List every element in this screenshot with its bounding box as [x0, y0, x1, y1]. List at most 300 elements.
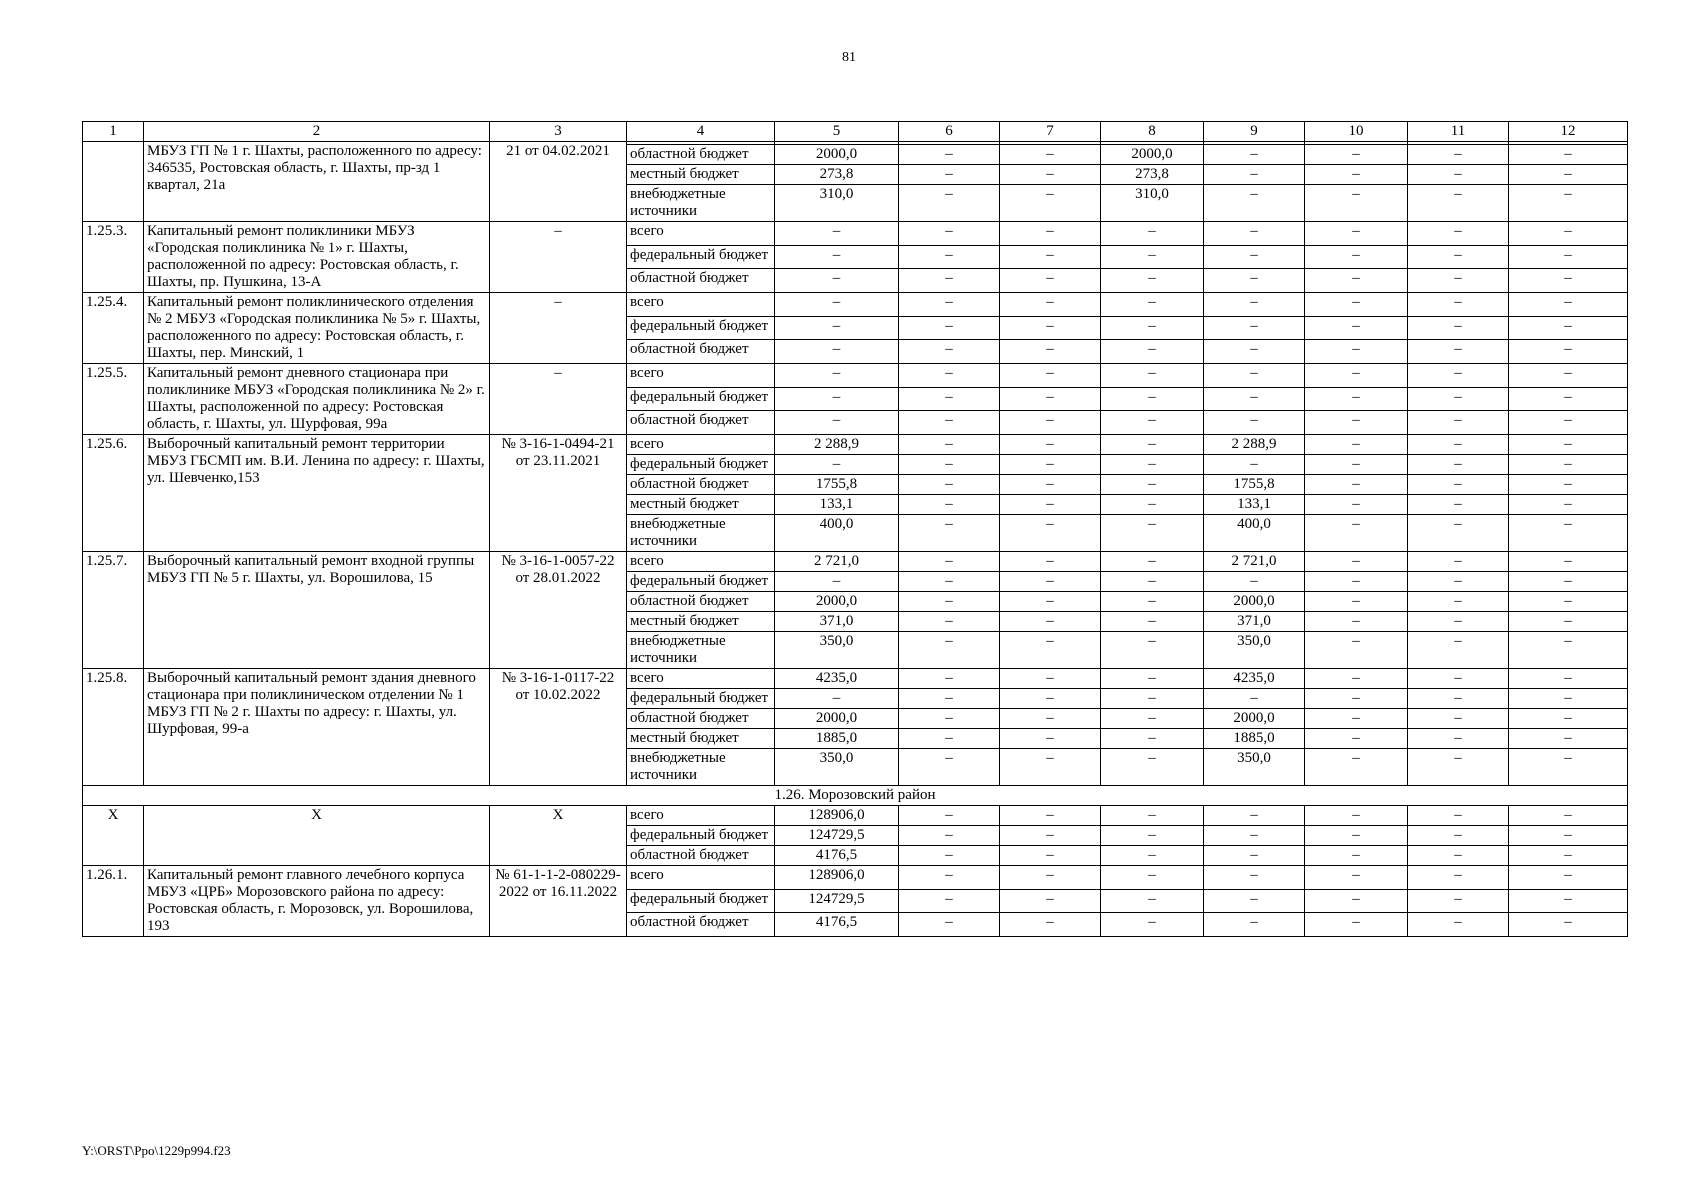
value-cell: – — [1101, 689, 1204, 709]
value-cell: – — [899, 552, 1000, 572]
value-cell: – — [1000, 749, 1101, 786]
value-cell: – — [1101, 806, 1204, 826]
value-cell: 400,0 — [1204, 515, 1305, 552]
table-row — [83, 552, 1628, 572]
value-cell: 133,1 — [775, 495, 899, 515]
value-cell: – — [1101, 293, 1204, 317]
funding-source: всего — [627, 552, 775, 572]
value-cell: – — [1204, 222, 1305, 246]
value-cell: – — [1305, 185, 1408, 222]
value-cell: 2000,0 — [775, 145, 899, 165]
value-cell: – — [1000, 340, 1101, 364]
funding-source: всего — [627, 222, 775, 246]
funding-source: федеральный бюджет — [627, 316, 775, 340]
table-row — [83, 364, 1628, 388]
column-header: 3 — [490, 122, 627, 142]
value-cell: – — [1509, 340, 1628, 364]
value-cell: – — [1509, 245, 1628, 269]
value-cell: – — [1509, 572, 1628, 592]
value-cell: – — [1408, 572, 1509, 592]
value-cell: – — [1101, 387, 1204, 411]
funding-source: внебюджетные источники — [627, 749, 775, 786]
value-cell: – — [899, 709, 1000, 729]
funding-source: федеральный бюджет — [627, 889, 775, 913]
value-cell: 1885,0 — [1204, 729, 1305, 749]
value-cell: – — [1101, 245, 1204, 269]
item-document: – — [490, 222, 627, 293]
value-cell: – — [899, 475, 1000, 495]
value-cell: – — [1408, 387, 1509, 411]
item-name: Капитальный ремонт дневного стационара при поликлинике МБУЗ «Городская поликлиника № 2» г. Шахты, расположенной по адресу: Ростовская область, г. Шахты, ул. Шурфовая, 99а — [144, 364, 490, 435]
funding-source: внебюджетные источники — [627, 185, 775, 222]
value-cell: 2 288,9 — [1204, 435, 1305, 455]
value-cell: – — [899, 889, 1000, 913]
value-cell: – — [1101, 729, 1204, 749]
item-number: 1.25.4. — [83, 293, 144, 364]
value-cell: – — [1101, 316, 1204, 340]
value-cell: – — [1000, 515, 1101, 552]
value-cell: – — [1305, 293, 1408, 317]
item-number: 1.25.8. — [83, 669, 144, 786]
value-cell: – — [1101, 340, 1204, 364]
value-cell: 350,0 — [1204, 632, 1305, 669]
funding-source: всего — [627, 435, 775, 455]
value-cell: – — [1408, 515, 1509, 552]
value-cell: – — [1000, 806, 1101, 826]
value-cell: – — [1305, 572, 1408, 592]
value-cell: – — [1204, 866, 1305, 890]
value-cell: – — [775, 269, 899, 293]
item-document: 21 от 04.02.2021 — [490, 142, 627, 222]
value-cell: – — [1509, 632, 1628, 669]
value-cell: – — [1101, 495, 1204, 515]
item-number — [83, 142, 144, 222]
value-cell: 2000,0 — [1101, 145, 1204, 165]
value-cell: 1755,8 — [775, 475, 899, 495]
value-cell: – — [1509, 364, 1628, 388]
value-cell: 1755,8 — [1204, 475, 1305, 495]
value-cell: – — [1000, 185, 1101, 222]
budget-table — [82, 121, 1628, 937]
value-cell: – — [1305, 889, 1408, 913]
value-cell: – — [775, 316, 899, 340]
funding-source: всего — [627, 866, 775, 890]
value-cell: – — [1101, 889, 1204, 913]
funding-source: областной бюджет — [627, 846, 775, 866]
value-cell: – — [899, 185, 1000, 222]
value-cell: – — [1408, 185, 1509, 222]
value-cell: – — [1204, 846, 1305, 866]
value-cell: – — [899, 689, 1000, 709]
funding-source: федеральный бюджет — [627, 245, 775, 269]
value-cell: – — [899, 364, 1000, 388]
value-cell: 128906,0 — [775, 866, 899, 890]
value-cell: – — [1000, 145, 1101, 165]
value-cell: – — [1408, 612, 1509, 632]
value-cell: – — [1305, 495, 1408, 515]
value-cell: – — [899, 846, 1000, 866]
value-cell: – — [1101, 612, 1204, 632]
value-cell: – — [1408, 866, 1509, 890]
value-cell: – — [1305, 612, 1408, 632]
value-cell: – — [1509, 669, 1628, 689]
value-cell: – — [1408, 689, 1509, 709]
funding-source: всего — [627, 669, 775, 689]
value-cell: – — [1509, 435, 1628, 455]
value-cell: – — [1305, 669, 1408, 689]
value-cell: – — [1408, 552, 1509, 572]
value-cell: – — [1305, 552, 1408, 572]
value-cell: – — [1101, 222, 1204, 246]
value-cell: – — [775, 364, 899, 388]
value-cell: – — [1101, 709, 1204, 729]
item-document: № 3-16-1-0494-21 от 23.11.2021 — [490, 435, 627, 552]
value-cell: – — [1000, 889, 1101, 913]
table-row — [83, 222, 1628, 246]
value-cell: – — [1509, 709, 1628, 729]
value-cell: – — [1204, 165, 1305, 185]
value-cell: – — [1305, 245, 1408, 269]
value-cell: – — [775, 411, 899, 435]
value-cell: 2 721,0 — [1204, 552, 1305, 572]
value-cell: – — [899, 245, 1000, 269]
funding-source: местный бюджет — [627, 165, 775, 185]
item-number: 1.26.1. — [83, 866, 144, 937]
value-cell: – — [1408, 455, 1509, 475]
value-cell: – — [1509, 846, 1628, 866]
value-cell: – — [899, 515, 1000, 552]
value-cell: – — [1408, 495, 1509, 515]
value-cell: – — [899, 866, 1000, 890]
value-cell: – — [1000, 729, 1101, 749]
value-cell: – — [1509, 729, 1628, 749]
value-cell: 128906,0 — [775, 806, 899, 826]
item-name: Х — [144, 806, 490, 866]
value-cell: – — [1101, 669, 1204, 689]
value-cell: – — [1204, 889, 1305, 913]
funding-source: областной бюджет — [627, 709, 775, 729]
value-cell: – — [1408, 245, 1509, 269]
value-cell: – — [1408, 364, 1509, 388]
value-cell: – — [775, 222, 899, 246]
value-cell: – — [1000, 846, 1101, 866]
value-cell: – — [899, 592, 1000, 612]
value-cell: – — [1204, 387, 1305, 411]
value-cell: – — [1204, 913, 1305, 937]
value-cell: – — [1000, 293, 1101, 317]
value-cell: – — [1204, 826, 1305, 846]
value-cell: – — [1509, 806, 1628, 826]
value-cell: – — [1305, 364, 1408, 388]
funding-source: областной бюджет — [627, 269, 775, 293]
column-header: 1 — [83, 122, 144, 142]
value-cell: – — [1000, 689, 1101, 709]
value-cell: 2000,0 — [1204, 709, 1305, 729]
value-cell: – — [1204, 455, 1305, 475]
value-cell: 273,8 — [1101, 165, 1204, 185]
value-cell: – — [1305, 515, 1408, 552]
item-name: Капитальный ремонт поликлиники МБУЗ «Городская поликлиника № 1» г. Шахты, расположенной по адресу: Ростовская область, г. Шахты, пр. Пушкина, 13-А — [144, 222, 490, 293]
value-cell: – — [1204, 572, 1305, 592]
value-cell: – — [1509, 866, 1628, 890]
value-cell: – — [775, 572, 899, 592]
value-cell: – — [1101, 455, 1204, 475]
value-cell: 400,0 — [775, 515, 899, 552]
funding-source: областной бюджет — [627, 475, 775, 495]
value-cell: – — [1305, 455, 1408, 475]
value-cell: 350,0 — [1204, 749, 1305, 786]
value-cell: – — [1101, 411, 1204, 435]
value-cell: – — [775, 293, 899, 317]
value-cell: – — [1000, 455, 1101, 475]
value-cell: – — [1000, 475, 1101, 495]
funding-source: федеральный бюджет — [627, 455, 775, 475]
value-cell: – — [1305, 145, 1408, 165]
funding-source: местный бюджет — [627, 729, 775, 749]
value-cell: – — [1408, 632, 1509, 669]
value-cell: – — [1000, 592, 1101, 612]
value-cell: – — [1305, 165, 1408, 185]
value-cell: – — [1101, 435, 1204, 455]
item-name: Капитальный ремонт поликлинического отделения № 2 МБУЗ «Городская поликлиника № 5» г. Шахты, расположенного по адресу: Ростовская область, г. Шахты, пер. Минский, 1 — [144, 293, 490, 364]
value-cell: – — [899, 729, 1000, 749]
value-cell: – — [1204, 145, 1305, 165]
value-cell: – — [775, 387, 899, 411]
value-cell: – — [1408, 846, 1509, 866]
value-cell: – — [1204, 316, 1305, 340]
value-cell: – — [1408, 269, 1509, 293]
funding-source: областной бюджет — [627, 340, 775, 364]
value-cell: – — [1000, 269, 1101, 293]
value-cell: – — [1000, 316, 1101, 340]
value-cell: – — [1408, 669, 1509, 689]
value-cell: – — [1000, 435, 1101, 455]
value-cell: – — [899, 612, 1000, 632]
value-cell: – — [899, 572, 1000, 592]
table-row — [83, 806, 1628, 826]
funding-source: областной бюджет — [627, 411, 775, 435]
value-cell: – — [1204, 806, 1305, 826]
value-cell: – — [899, 826, 1000, 846]
value-cell: – — [1305, 866, 1408, 890]
funding-source: местный бюджет — [627, 495, 775, 515]
item-document: № 3-16-1-0057-22 от 28.01.2022 — [490, 552, 627, 669]
value-cell: – — [1305, 632, 1408, 669]
value-cell: – — [899, 293, 1000, 317]
item-name: Выборочный капитальный ремонт входной группы МБУЗ ГП № 5 г. Шахты, ул. Ворошилова, 15 — [144, 552, 490, 669]
value-cell: – — [1000, 245, 1101, 269]
value-cell: – — [1000, 495, 1101, 515]
value-cell: – — [1408, 729, 1509, 749]
footer-file-path: Y:\ORST\Ppo\1229p994.f23 — [82, 1143, 231, 1158]
column-header: 10 — [1305, 122, 1408, 142]
value-cell: – — [899, 806, 1000, 826]
value-cell: 350,0 — [775, 632, 899, 669]
value-cell: – — [1000, 612, 1101, 632]
value-cell: – — [899, 669, 1000, 689]
item-name: Выборочный капитальный ремонт территории МБУЗ ГБСМП им. В.И. Ленина по адресу: г. Шахты, ул. Шевченко,153 — [144, 435, 490, 552]
value-cell: – — [1408, 709, 1509, 729]
value-cell: – — [1204, 340, 1305, 364]
value-cell: – — [1509, 515, 1628, 552]
item-number: 1.25.6. — [83, 435, 144, 552]
value-cell: – — [1204, 245, 1305, 269]
value-cell: – — [899, 411, 1000, 435]
item-number: 1.25.3. — [83, 222, 144, 293]
value-cell: 1885,0 — [775, 729, 899, 749]
section-title: 1.26. Морозовский район — [83, 786, 1628, 806]
value-cell: – — [1204, 269, 1305, 293]
item-number: 1.25.5. — [83, 364, 144, 435]
column-header: 5 — [775, 122, 899, 142]
value-cell: – — [1305, 316, 1408, 340]
item-number: 1.25.7. — [83, 552, 144, 669]
value-cell: – — [1305, 592, 1408, 612]
value-cell: – — [775, 340, 899, 364]
value-cell: – — [1204, 293, 1305, 317]
value-cell: – — [1509, 913, 1628, 937]
funding-source: местный бюджет — [627, 612, 775, 632]
value-cell: – — [899, 269, 1000, 293]
item-name: Капитальный ремонт главного лечебного корпуса МБУЗ «ЦРБ» Морозовского района по адресу: Ростовская область, г. Морозовск, ул. Ворошилова, 193 — [144, 866, 490, 937]
value-cell: – — [1305, 411, 1408, 435]
value-cell: – — [1000, 826, 1101, 846]
column-header: 9 — [1204, 122, 1305, 142]
item-document: № 61-1-1-2-080229-2022 от 16.11.2022 — [490, 866, 627, 937]
value-cell: – — [1509, 612, 1628, 632]
item-document: № 3-16-1-0117-22 от 10.02.2022 — [490, 669, 627, 786]
value-cell: – — [1000, 632, 1101, 669]
item-document: – — [490, 364, 627, 435]
value-cell: 2000,0 — [1204, 592, 1305, 612]
funding-source: всего — [627, 806, 775, 826]
value-cell: – — [899, 632, 1000, 669]
value-cell: – — [1408, 592, 1509, 612]
page-number: 81 — [842, 50, 856, 65]
item-number: Х — [83, 806, 144, 866]
value-cell: – — [1000, 165, 1101, 185]
value-cell: – — [1305, 475, 1408, 495]
value-cell: – — [1000, 866, 1101, 890]
value-cell: – — [1101, 552, 1204, 572]
value-cell: – — [1408, 749, 1509, 786]
value-cell: – — [1204, 411, 1305, 435]
value-cell: – — [1101, 846, 1204, 866]
funding-source: внебюджетные источники — [627, 515, 775, 552]
value-cell: – — [1408, 340, 1509, 364]
value-cell: 310,0 — [775, 185, 899, 222]
value-cell: 350,0 — [775, 749, 899, 786]
value-cell: – — [1305, 729, 1408, 749]
funding-source: всего — [627, 293, 775, 317]
value-cell: – — [1408, 826, 1509, 846]
value-cell: – — [1509, 475, 1628, 495]
value-cell: – — [1509, 222, 1628, 246]
value-cell: – — [1509, 269, 1628, 293]
value-cell: – — [1408, 222, 1509, 246]
value-cell: 4176,5 — [775, 913, 899, 937]
value-cell: – — [1509, 455, 1628, 475]
header-row — [83, 122, 1628, 142]
value-cell: – — [899, 222, 1000, 246]
value-cell: – — [899, 387, 1000, 411]
value-cell: – — [1305, 749, 1408, 786]
value-cell: – — [1509, 495, 1628, 515]
value-cell: – — [899, 165, 1000, 185]
value-cell: – — [899, 316, 1000, 340]
value-cell: – — [1305, 709, 1408, 729]
value-cell: – — [1305, 689, 1408, 709]
table-row — [83, 293, 1628, 317]
value-cell: 133,1 — [1204, 495, 1305, 515]
value-cell: – — [1509, 165, 1628, 185]
value-cell: – — [775, 689, 899, 709]
value-cell: – — [1101, 632, 1204, 669]
value-cell: – — [1305, 806, 1408, 826]
value-cell: – — [1509, 145, 1628, 165]
value-cell: – — [1000, 669, 1101, 689]
value-cell: – — [1101, 364, 1204, 388]
value-cell: 2 288,9 — [775, 435, 899, 455]
value-cell: – — [1204, 689, 1305, 709]
value-cell: – — [775, 455, 899, 475]
value-cell: 4176,5 — [775, 846, 899, 866]
funding-source: федеральный бюджет — [627, 689, 775, 709]
value-cell: – — [775, 245, 899, 269]
value-cell: – — [1000, 913, 1101, 937]
value-cell: – — [1101, 749, 1204, 786]
value-cell: – — [1000, 364, 1101, 388]
value-cell: – — [1408, 913, 1509, 937]
value-cell: – — [1408, 411, 1509, 435]
value-cell: – — [1408, 145, 1509, 165]
value-cell: – — [1101, 592, 1204, 612]
value-cell: – — [1408, 435, 1509, 455]
value-cell: – — [1305, 340, 1408, 364]
value-cell: 2000,0 — [775, 709, 899, 729]
funding-source: федеральный бюджет — [627, 572, 775, 592]
column-header: 6 — [899, 122, 1000, 142]
funding-source: внебюджетные источники — [627, 632, 775, 669]
value-cell: – — [1408, 475, 1509, 495]
value-cell: – — [1408, 316, 1509, 340]
value-cell: – — [1000, 572, 1101, 592]
value-cell: – — [1305, 269, 1408, 293]
value-cell: – — [1101, 572, 1204, 592]
value-cell: – — [1509, 411, 1628, 435]
value-cell: – — [1000, 709, 1101, 729]
item-document: – — [490, 293, 627, 364]
value-cell: – — [1509, 592, 1628, 612]
value-cell: – — [1509, 552, 1628, 572]
value-cell: 310,0 — [1101, 185, 1204, 222]
value-cell: – — [1509, 185, 1628, 222]
item-name: МБУЗ ГП № 1 г. Шахты, расположенного по адресу: 346535, Ростовская область, г. Шахты, пр-зд 1 квартал, 21а — [144, 142, 490, 222]
funding-source: областной бюджет — [627, 592, 775, 612]
value-cell: – — [1408, 806, 1509, 826]
funding-source: областной бюджет — [627, 913, 775, 937]
item-document: Х — [490, 806, 627, 866]
value-cell: 371,0 — [775, 612, 899, 632]
value-cell: – — [1204, 185, 1305, 222]
value-cell: – — [1101, 866, 1204, 890]
value-cell: – — [1509, 749, 1628, 786]
table-row — [83, 866, 1628, 890]
funding-source: федеральный бюджет — [627, 387, 775, 411]
value-cell: – — [1000, 552, 1101, 572]
value-cell: – — [899, 455, 1000, 475]
value-cell: – — [1000, 222, 1101, 246]
